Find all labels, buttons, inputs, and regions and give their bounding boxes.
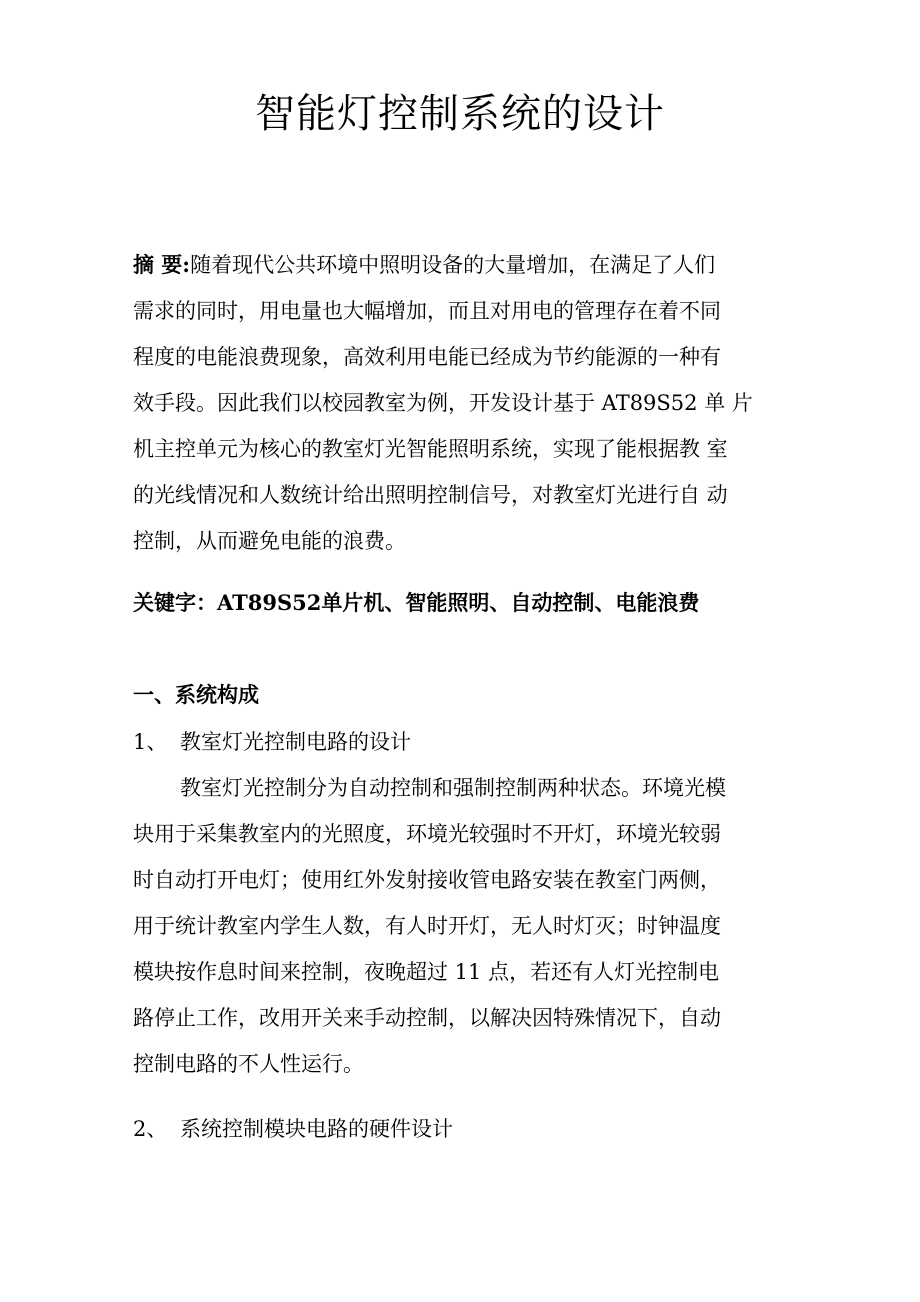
keywords-line: 关键字：AT89S52单片机、智能照明、自动控制、电能浪费 (133, 590, 700, 615)
abstract-line-2: 需求的同时，用电量也大幅增加，而且对用电的管理存在着不同 (133, 299, 721, 323)
abstract-line-6: 的光线情况和人数统计给出照明控制信号，对教室灯光进行自 动 (133, 483, 728, 507)
subsection-number: 2、 (133, 1117, 168, 1141)
abstract-line-1 (133, 242, 793, 288)
abstract-text: 随着现代公共环境中照明设备的大量增加，在满足了人们 (190, 253, 716, 277)
body-line-3: 时自动打开电灯；使用红外发射接收管电路安装在教室门两侧， (133, 868, 721, 892)
body-line-2: 块用于采集教室内的光照度，环境光较强时不开灯，环境光较弱 (133, 822, 721, 846)
subsection-title: 教室灯光控制电路的设计 (180, 730, 411, 754)
abstract-line-5: 机主控单元为核心的教室灯光智能照明系统，实现了能根据教 室 (133, 437, 728, 461)
body-line-6: 路停止工作，改用开关来手动控制，以解决因特殊情况下，自动 (133, 1006, 721, 1030)
subsection-heading-2 (133, 1106, 453, 1152)
subsection-heading-1 (133, 719, 411, 765)
body-line-4: 用于统计教室内学生人数，有人时开灯，无人时灯灭；时钟温度 (133, 914, 721, 938)
abstract-label: 摘 要: (133, 252, 191, 277)
section-heading: 一、系统构成 (133, 682, 259, 707)
body-line-7: 控制电路的不人性运行。 (133, 1052, 364, 1076)
body-line-1: 教室灯光控制分为自动控制和强制控制两种状态。环境光模 (180, 776, 726, 800)
subsection-title: 系统控制模块电路的硬件设计 (180, 1117, 453, 1141)
abstract-line-7: 控制，从而避免电能的浪费。 (133, 529, 406, 553)
abstract-line-4: 效手段。因此我们以校园教室为例，开发设计基于 AT89S52 单 片 (133, 391, 753, 415)
abstract-line-3: 程度的电能浪费现象，高效利用电能已经成为节约能源的一种有 (133, 345, 721, 369)
body-paragraph (133, 765, 793, 1087)
body-line-5: 模块按作息时间来控制，夜晚超过 11 点，若还有人灯光控制电 (133, 960, 720, 984)
document-title: 智能灯控制系统的设计 (255, 91, 665, 137)
subsection-number: 1、 (133, 730, 168, 754)
abstract-paragraph (133, 242, 793, 564)
